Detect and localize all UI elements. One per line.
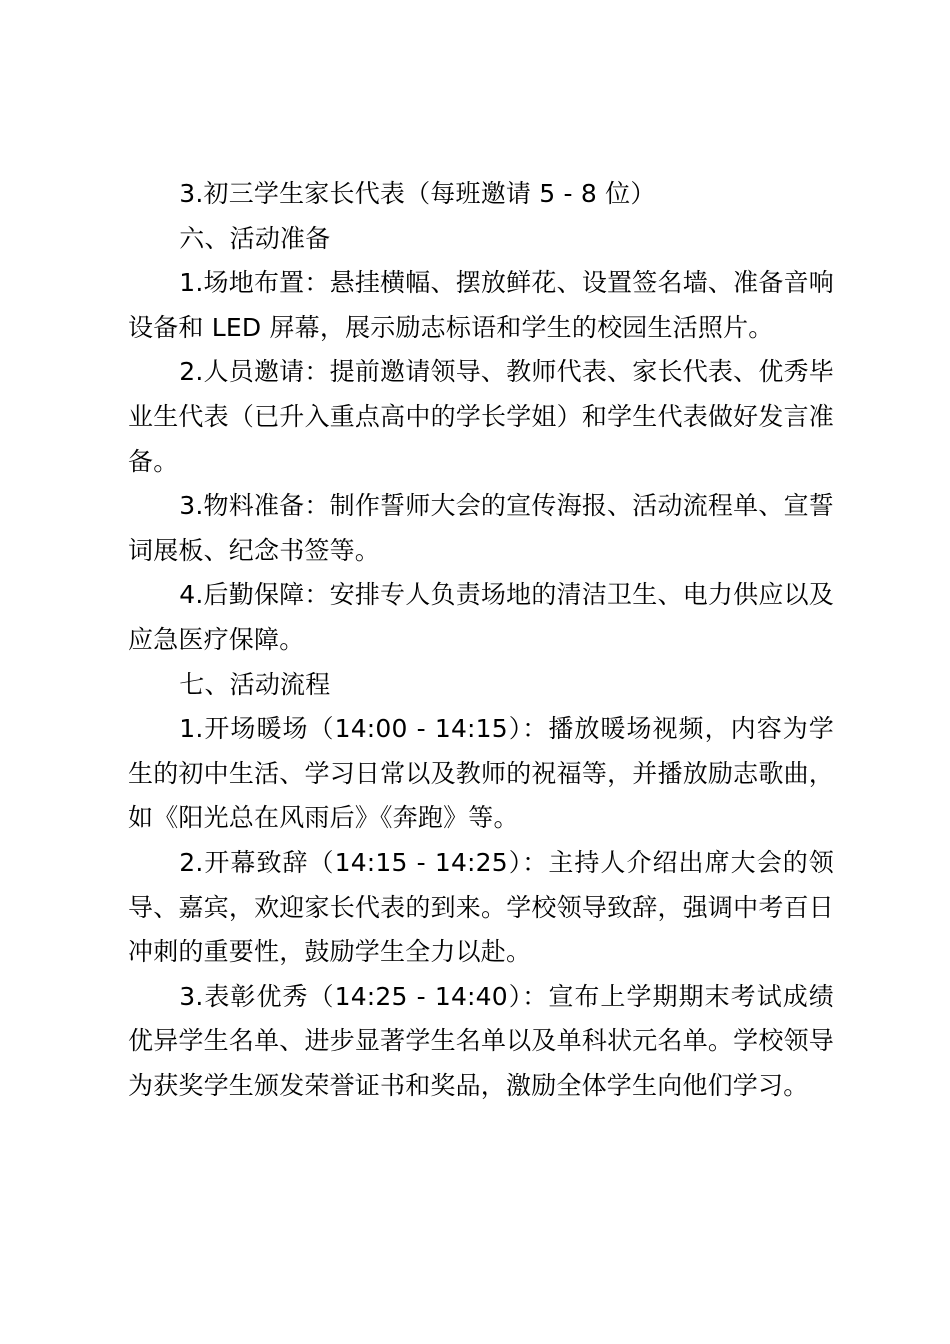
paragraph-warmup: 1.开场暖场（14:00 - 14:15）：播放暖场视频，内容为学生的初中生活、学习日常以及教师的祝福等，并播放励志歌曲，如《阳光总在风雨后》《奔跑》等。 (128, 714, 834, 833)
document-body (128, 172, 834, 1108)
paragraph-invitations: 2.人员邀请：提前邀请领导、教师代表、家长代表、优秀毕业生代表（已升入重点高中的学长学姐）和学生代表做好发言准备。 (128, 357, 834, 476)
paragraph-parent-representatives: 3.初三学生家长代表（每班邀请 5 - 8 位） (179, 179, 656, 208)
paragraph-opening-speech: 2.开幕致辞（14:15 - 14:25）：主持人介绍出席大会的领导、嘉宾，欢迎家长代表的到来。学校领导致辞，强调中考百日冲刺的重要性，鼓励学生全力以赴。 (128, 847, 834, 967)
section-heading-preparation: 六、活动准备 (179, 223, 331, 253)
paragraph-materials: 3.物料准备：制作誓师大会的宣传海报、活动流程单、宣誓词展板、纪念书签等。 (128, 491, 834, 565)
paragraph-logistics: 4.后勤保障：安排专人负责场地的清洁卫生、电力供应以及应急医疗保障。 (128, 580, 834, 654)
section-heading-process: 七、活动流程 (179, 669, 331, 699)
paragraph-commendation: 3.表彰优秀（14:25 - 14:40）：宣布上学期期末考试成绩优异学生名单、进步显著学生名单以及单科状元名单。学校领导为获奖学生颁发荣誉证书和奖品，激励全体学生向他们学习。 (128, 981, 834, 1100)
paragraph-venue-setup: 1.场地布置：悬挂横幅、摆放鲜花、设置签名墙、准备音响设备和 LED 屏幕，展示励志标语和学生的校园生活照片。 (128, 268, 834, 342)
